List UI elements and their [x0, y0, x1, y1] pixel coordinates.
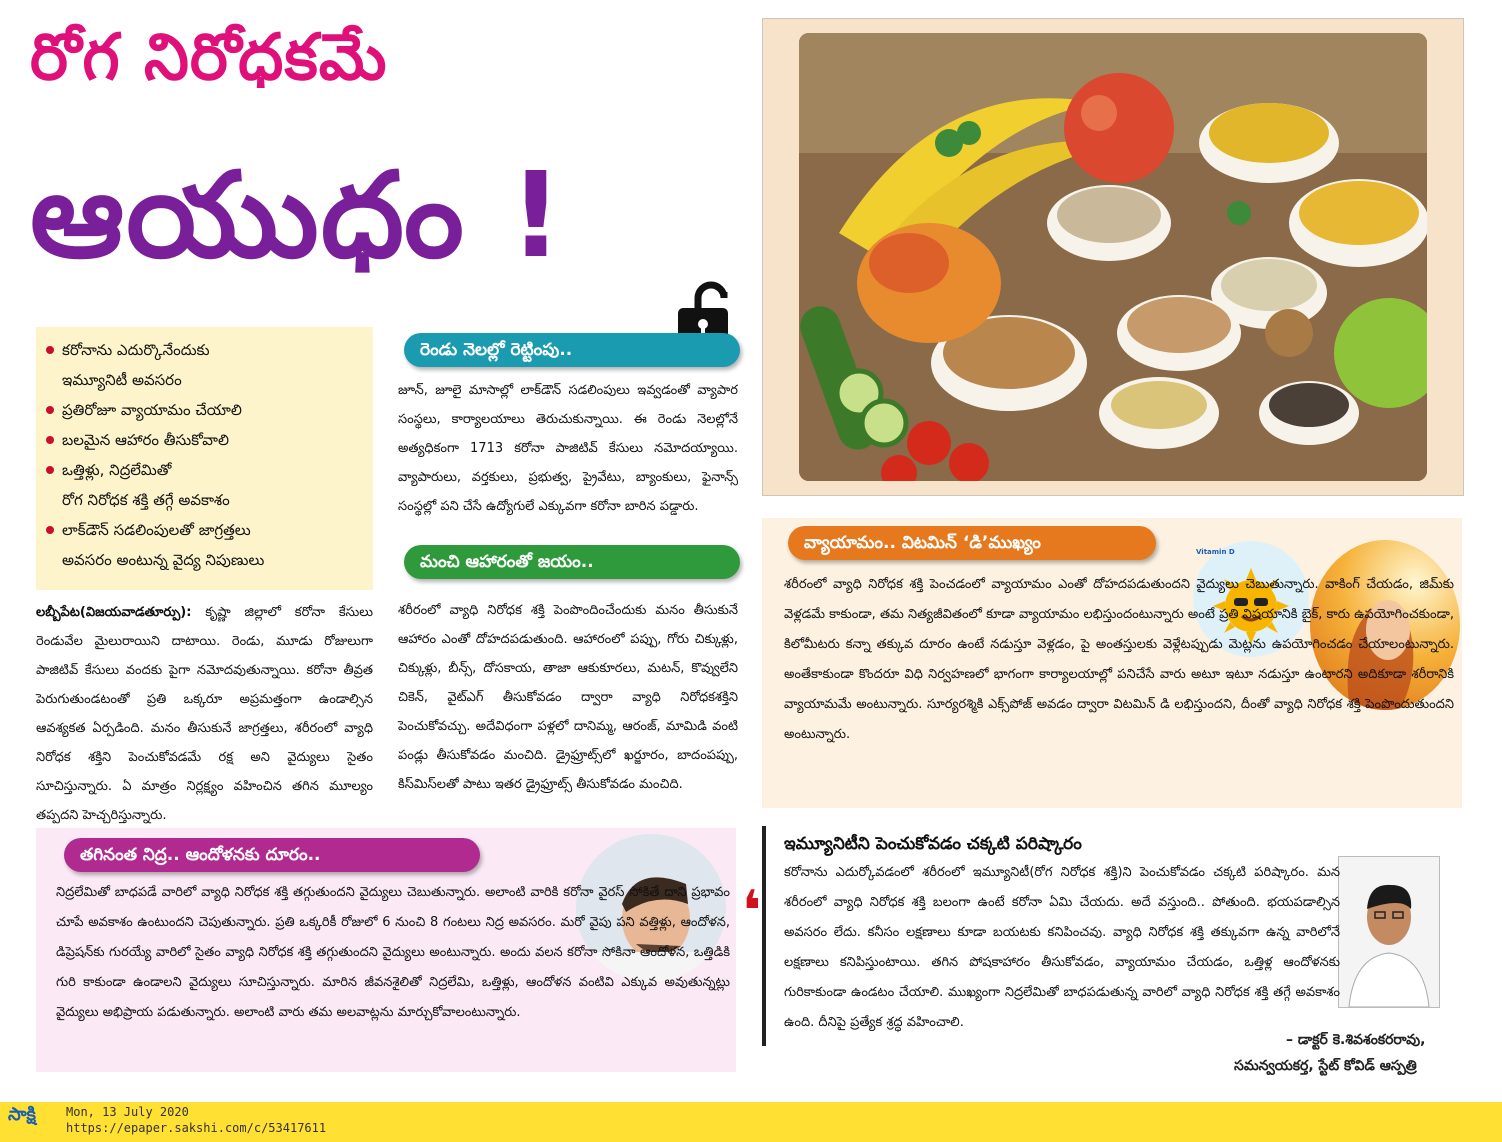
- quote-text: కరోనాను ఎదుర్కోవడంలో శరీరంలో ఇమ్యూనిటీ(రోగ నిరోధక శక్తి)ని పెంచుకోవడం చక్కటి పరిష్కారం. మన శరీరంలో వ్యాధి నిరోధక శక్తి బలంగా ఉంటే కరోనా ఏమి చేయదు. అదే వస్తుంది.. పోతుంది. భయపడాల్సిన అవసరం లేదు. కనీసం లక్షణాలు కూడా బయటకు కనిపించవు. వ్యాధి నిరోధక శక్తి తక్కువగా ఉన్న వారిలోనే లక్షణాలు కనిపిస్తుంటాయి. తగిన పోషకాహారం తీసుకోవడం, వ్యాయామం చేయడం, ఒత్తిళ్ల ఆందోళనకు గురికాకుండా ఉండటం చేయాలి. ముఖ్యంగా నిద్రలేమితో బాధపడుతున్న వారిలో వ్యాధి నిరోధక శక్తి తగ్గే అవకాశం ఉంది. దీనిపై ప్రత్యేక శ్రద్ధ వహించాలి.: [784, 865, 1340, 1030]
- footer-date: Mon, 13 July 2020: [66, 1105, 189, 1119]
- key-point: కరోనాను ఎదుర్కొనేందుకు: [62, 341, 210, 359]
- section-banner-doubled: రెండు నెలల్లో రెట్టింపు..: [404, 333, 740, 367]
- sun-label: Vitamin D: [1196, 548, 1235, 556]
- section-banner-exercise: వ్యాయామం.. విటమిన్ ‘డి’ముఖ్యం: [788, 526, 1156, 560]
- headline-line2: ఆయుధం !: [30, 146, 565, 284]
- key-point: అవసరం అంటున్న వైద్య నిపుణులు: [62, 551, 265, 569]
- intro-text: కృష్ణా జిల్లాలో కరోనా కేసులు రెండువేల మైలురాయిని దాటాయి. రెండు, మూడు రోజులుగా పాజిటివ్ కేసులు వందకు పైగా నమోదవుతున్నాయి. కరోనా తీవ్రత పెరుగుతుండటంతో ప్రతి ఒక్కరూ అప్రమత్తంగా ఉండాల్సిన ఆవశ్యకత ఏర్పడింది. మనం తీసుకునే జాగ్రత్తలు, శరీరంలో వ్యాధి నిరోధక శక్తిని పెంచుకోవడమే రక్ష అని వైద్యులు సైతం సూచిస్తున్నారు. ఏ మాత్రం నిర్లక్ష్యం వహించిన తగిన మూల్యం తప్పదని హెచ్చరిస్తున్నారు.: [36, 605, 373, 823]
- exercise-text-body: శరీరంలో వ్యాధి నిరోధక శక్తి పెంచడంలో వ్యాయామం ఎంతో దోహదపడుతుందని వైద్యులు చెబుతున్నారు. వాకింగ్ చేయడం, జిమ్‌కు వెళ్లడమే కాకుండా, తమ నిత్యజీవితంలో కూడా వ్యాయామం లభిస్తుందంటున్నారు అంటే ప్రతి విషయానికి బైక్, కారు ఉపయోగించకుండా, కిలోమీటరు కన్నా తక్కువ దూరం ఉంటే నడుస్తూ వెళ్లడం, పై అంతస్తులకు వెళ్లేటప్పుడు మెట్లను ఉపయోగించడం చేయాలంటున్నారు. అంతేకాకుండా కొందరూ విధి నిర్వహణలో భాగంగా కార్యాలయాల్లో పనిచేసే వారు అటూ ఇటూ నడుస్తూ ఉంటారని అదికూడా శరీరానికి వ్యాయామమే అంటున్నారు. సూర్యరశ్మికి ఎక్స్‌పోజ్ అవడం ద్వారా విటమిన్ డి లభిస్తుందని, దీంతో వ్యాధి నిరోధక శక్తి పెంపొందుతుందని అంటున్నారు.: [784, 577, 1454, 742]
- bullet-icon: [46, 526, 54, 534]
- bullet-icon: [46, 466, 54, 474]
- healthy-food-photo: [799, 33, 1427, 481]
- section-text-food: శరీరంలో వ్యాధి నిరోధక శక్తి పెంపొందించేందుకు మనం తీసుకునే ఆహారం ఎంతో దోహదపడుతుంది. ఆహారంలో పప్పు, గోరు చిక్కుళ్లు, చిక్కుళ్లు, బీన్స్, దోసకాయ, తాజా ఆకుకూరలు, మటన్, కొవ్వులేని చికెన్, వైట్ఎగ్ తీసుకోవడం ద్వారా వ్యాధి నిరోధకశక్తిని పెంచుకోవచ్చు. అదేవిధంగా పళ్లలో దానిమ్మ, ఆరంజ్, మామిడి వంటి పండ్లు తీసుకోవడం మంచిది. డ్రైఫ్రూట్స్‌లో ఖర్జూరం, బాదంపప్పు, కిస్‌మిస్‌లతో పాటు ఇతర డ్రైఫ్రూట్స్ తీసుకోవడం మంచిది.: [398, 603, 738, 792]
- quote-mark-icon: ❛: [742, 879, 762, 944]
- food-photo-frame: [762, 18, 1464, 496]
- bullet-icon: [46, 436, 54, 444]
- section-text-sleep: నిద్రలేమితో బాధపడే వారిలో వ్యాధి నిరోధక శక్తి తగ్గుతుందని వైద్యులు చెబుతున్నారు. అలాంటి వారికి కరోనా వైరస్ సోకితే దాని ప్రభావం చూపే అవకాశం ఉంటుందని చెపుతున్నారు. ప్రతి ఒక్కరికీ రోజులో 6 నుంచి 8 గంటలు నిద్ర అవసరం. మరో వైపు పని వత్తిళ్లు, ఆందోళన, డిప్రెషన్‌కు గురయ్యే వారిలో సైతం వ్యాధి నిరోధక శక్తి తగ్గుతుందని వైద్యులు అంటున్నారు. అందు వలన కరోనా సోకినా ఆందోళన, ఒత్తిడికి గురి కాకుండా ఉండాలని వైద్యులు సూచిస్తున్నారు. మారిన జీవనశైలితో నిద్రలేమి, ఒత్తిళ్లు, ఆందోళన వంటివి ఎక్కువ అవుతున్నట్లు వైద్యులు అభిప్రాయ పడుతున్నారు. అలాంటి వారు తమ అలవాట్లను మార్చుకోవాలంటున్నారు.: [56, 885, 730, 1020]
- footer-url[interactable]: https://epaper.sakshi.com/c/53417611: [66, 1121, 327, 1135]
- sakshi-logo: సాక్షి: [8, 1104, 36, 1125]
- key-point: ఒత్తిళ్లు, నిద్రలేమితో: [62, 461, 172, 479]
- quote-author-role: సమన్వయకర్త, స్టేట్ కోవిడ్ ఆస్పత్రి: [1234, 1058, 1417, 1074]
- doctor-photo: [1338, 856, 1440, 1008]
- key-points-box: [36, 327, 373, 590]
- section-text-doubled: జూన్, జూలై మాసాల్లో లాక్‌డౌన్ సడలింపులు ఇవ్వడంతో వ్యాపార సంస్థలు, కార్యాలయాలు తెరుచుకున్నాయి. ఈ రెండు నెలల్లోనే అత్యధికంగా 1713 కరోనా పాజిటివ్ కేసులు నమోదయ్యాయి. వ్యాపారులు, వర్తకులు, ప్రభుత్వ, ప్రైవేటు, బ్యాంకులు, ఫైనాన్స్ సంస్థల్లో పని చేసే ఉద్యోగులే ఎక్కువగా కరోనా బారిన పడ్డారు.: [398, 383, 738, 514]
- key-point: ప్రతిరోజూ వ్యాయామం చేయాలి: [62, 401, 242, 419]
- key-point: ఇమ్యూనిటీ అవసరం: [62, 371, 182, 389]
- quote-title: ఇమ్యూనిటీని పెంచుకోవడం చక్కటి పరిష్కారం: [784, 834, 1082, 854]
- headline-line1: రోగ నిరోధకమే: [30, 21, 388, 95]
- key-point: లాక్‌డౌన్ సడలింపులతో జాగ్రత్తలు: [62, 521, 251, 539]
- section-banner-sleep: తగినంత నిద్ర.. ఆందోళనకు దూరం..: [64, 838, 480, 872]
- section-banner-food: మంచి ఆహారంతో జయం..: [404, 545, 740, 579]
- intro-dateline: లబ్బీపేట(విజయవాడతూర్పు):: [36, 605, 192, 620]
- quote-divider: [762, 826, 766, 1046]
- key-point: రోగ నిరోధక శక్తి తగ్గే అవకాశం: [62, 491, 230, 509]
- intro-article: [36, 598, 373, 830]
- bullet-icon: [46, 406, 54, 414]
- key-point: బలమైన ఆహారం తీసుకోవాలి: [62, 431, 229, 449]
- quote-author: – డాక్టర్ కె.శివశంకరరావు,: [1286, 1032, 1426, 1048]
- footer-info: [66, 1104, 326, 1136]
- bullet-icon: [46, 346, 54, 354]
